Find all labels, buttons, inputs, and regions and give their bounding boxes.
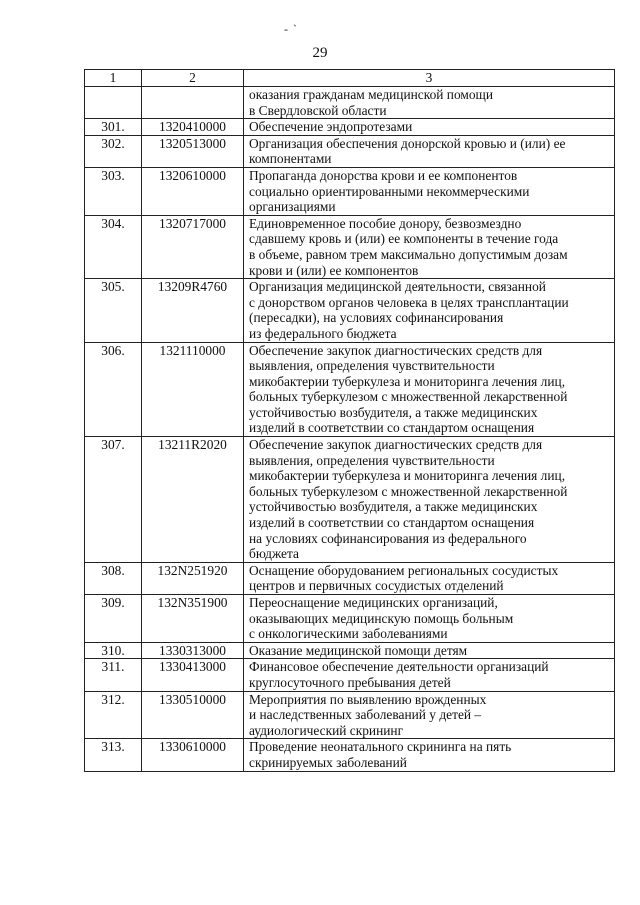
row-name: Обеспечение закупок диагностических средств для выявления, определения чувствительности микобактерии туберкулеза и мониторинга лечения лиц, больных туберкулезом с множественной лекарственной устойчивостью возбудителя, а также медицинских изделий в соответствии со стандартом оснащения на условиях софинансирования из федерального бюджета <box>244 437 615 563</box>
table-row <box>85 167 615 215</box>
row-code: 132N251920 <box>142 562 244 594</box>
row-number: 301. <box>85 119 142 136</box>
row-name: Мероприятия по выявлению врожденных и наследственных заболеваний у детей – аудиологический скрининг <box>244 691 615 739</box>
row-code: 1330313000 <box>142 642 244 659</box>
row-name: Организация медицинской деятельности, связанной с донорством органов человека в целях трансплантации (пересадки), на условиях софинансирования из федерального бюджета <box>244 279 615 342</box>
row-code: 1320610000 <box>142 167 244 215</box>
table-row <box>85 659 615 691</box>
row-number: 302. <box>85 135 142 167</box>
budget-codes-table <box>84 69 615 772</box>
row-name: Переоснащение медицинских организаций, оказывающих медицинскую помощь больным с онкологическими заболеваниями <box>244 595 615 643</box>
table-row <box>85 119 615 136</box>
row-name: Оснащение оборудованием региональных сосудистых центров и первичных сосудистых отделений <box>244 562 615 594</box>
row-code: 132N351900 <box>142 595 244 643</box>
table-row <box>85 739 615 771</box>
row-number: 312. <box>85 691 142 739</box>
scan-mark: - ` <box>284 22 298 36</box>
table-row <box>85 135 615 167</box>
row-code: 1320513000 <box>142 135 244 167</box>
row-code: 13211R2020 <box>142 437 244 563</box>
row-name: Обеспечение эндопротезами <box>244 119 615 136</box>
table-row <box>85 691 615 739</box>
table-row <box>85 279 615 342</box>
row-code: 1320717000 <box>142 215 244 278</box>
table-header-row <box>85 70 615 87</box>
column-header-number: 1 <box>85 70 142 87</box>
row-number: 313. <box>85 739 142 771</box>
row-name: Финансовое обеспечение деятельности организаций круглосуточного пребывания детей <box>244 659 615 691</box>
row-number: 303. <box>85 167 142 215</box>
page-number: 29 <box>312 45 328 61</box>
table-row <box>85 437 615 563</box>
row-name: Организация обеспечения донорской кровью и (или) ее компонентами <box>244 135 615 167</box>
row-name: Единовременное пособие донору, безвозмездно сдавшему кровь и (или) ее компоненты в течение года в объеме, равном трем максимально допустимым дозам крови и (или) ее компонентов <box>244 215 615 278</box>
row-code: 1330413000 <box>142 659 244 691</box>
row-number: 306. <box>85 342 142 437</box>
row-number: 309. <box>85 595 142 643</box>
row-number: 307. <box>85 437 142 563</box>
table-row <box>85 642 615 659</box>
row-number <box>85 87 142 119</box>
row-name: Оказание медицинской помощи детям <box>244 642 615 659</box>
table-row <box>85 215 615 278</box>
row-name: Пропаганда донорства крови и ее компонентов социально ориентированными некоммерческими организациями <box>244 167 615 215</box>
row-number: 305. <box>85 279 142 342</box>
row-name: оказания гражданам медицинской помощи в Свердловской области <box>244 87 615 119</box>
row-code: 13209R4760 <box>142 279 244 342</box>
table-row <box>85 87 615 119</box>
row-name: Проведение неонатального скрининга на пять скринируемых заболеваний <box>244 739 615 771</box>
column-header-name: 3 <box>244 70 615 87</box>
row-code: 1321110000 <box>142 342 244 437</box>
row-code: 1330610000 <box>142 739 244 771</box>
table-row <box>85 342 615 437</box>
row-number: 308. <box>85 562 142 594</box>
row-number: 304. <box>85 215 142 278</box>
table-row <box>85 595 615 643</box>
table-row <box>85 562 615 594</box>
column-header-code: 2 <box>142 70 244 87</box>
row-code: 1330510000 <box>142 691 244 739</box>
row-code: 1320410000 <box>142 119 244 136</box>
row-name: Обеспечение закупок диагностических средств для выявления, определения чувствительности микобактерии туберкулеза и мониторинга лечения лиц, больных туберкулезом с множественной лекарственной устойчивостью возбудителя, а также медицинских изделий в соответствии со стандартом оснащения <box>244 342 615 437</box>
row-number: 311. <box>85 659 142 691</box>
row-number: 310. <box>85 642 142 659</box>
row-code <box>142 87 244 119</box>
